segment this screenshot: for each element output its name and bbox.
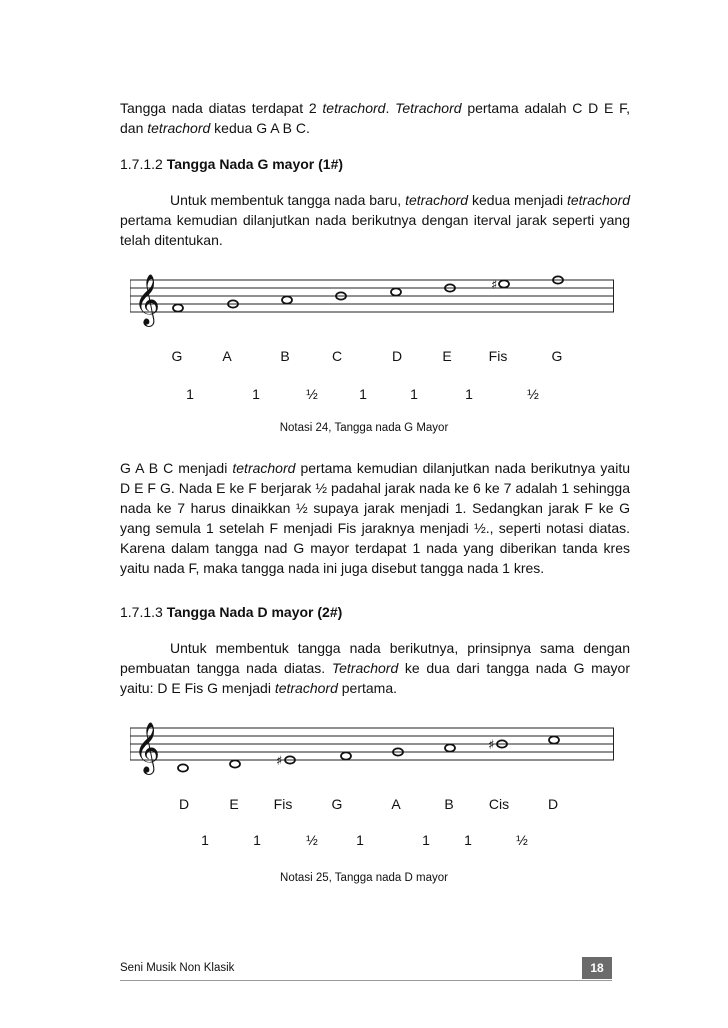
staff-d-major-scale bbox=[130, 718, 614, 808]
interval-label: 1 bbox=[252, 386, 260, 402]
paragraph-g-major-detail: G A B C menjadi tetrachord pertama kemudian dilanjutkan nada berikutnya yaitu D E F G. Nada E ke F berjarak ½ padahal jarak nada ke 6 ke 7 adalah 1 sehingga nada ke 7 harus dinaikkan ½ supaya jarak menjadi 1. Sedangkan jarak F ke G yang semula 1 setelah F menjadi Fis jaraknya menjadi ½., seperti notasi diatas. Karena dalam tangga nad G mayor terdapat 1 nada yang diberikan tanda kres yaitu nada F, maka tangga nada ini juga disebut tangga nada 1 kres. bbox=[120, 460, 630, 576]
note-label: C bbox=[331, 348, 343, 364]
footer-divider bbox=[120, 980, 612, 981]
note-d bbox=[391, 288, 401, 295]
sharp-icon: ♯ bbox=[491, 278, 498, 293]
note-b bbox=[445, 744, 455, 751]
note-label: D bbox=[178, 796, 190, 812]
intervals-g-major bbox=[0, 386, 728, 406]
interval-label: ½ bbox=[306, 386, 318, 402]
interval-label: ½ bbox=[527, 386, 539, 402]
note-label: Fis bbox=[488, 348, 508, 364]
interval-label: 1 bbox=[186, 386, 194, 402]
sharp-icon: ♯ bbox=[488, 738, 495, 753]
interval-label: 1 bbox=[465, 386, 473, 402]
paragraph-g-major-explanation: Untuk membentuk tangga nada baru, tetrachord kedua menjadi tetrachord pertama kemudian dilanjutkan nada berikutnya dengan iterval jarak seperti yang telah ditentukan. bbox=[120, 192, 631, 248]
note-label: Fis bbox=[273, 796, 293, 812]
note-label: Cis bbox=[488, 796, 510, 812]
treble-clef-icon: 𝄞 bbox=[134, 274, 161, 325]
note-g bbox=[173, 304, 183, 311]
note-label: A bbox=[222, 348, 232, 364]
interval-label: ½ bbox=[306, 832, 318, 848]
note-label: G bbox=[171, 348, 183, 364]
interval-label: ½ bbox=[516, 832, 528, 848]
note-label: B bbox=[444, 796, 454, 812]
section-heading-g-major: 1.7.1.2 Tangga Nada G mayor (1#) bbox=[120, 156, 344, 172]
interval-label: 1 bbox=[410, 386, 418, 402]
note-label: G bbox=[331, 796, 343, 812]
note-label: A bbox=[391, 796, 401, 812]
page-number: 18 bbox=[582, 957, 612, 979]
section-heading-d-major: 1.7.1.3 Tangga Nada D mayor (2#) bbox=[120, 604, 343, 620]
note-e bbox=[230, 760, 240, 767]
note-names-g-major bbox=[0, 348, 728, 368]
figure-caption-24: Notasi 24, Tangga nada G Mayor bbox=[279, 422, 449, 434]
note-label: D bbox=[391, 348, 403, 364]
note-label: B bbox=[280, 348, 290, 364]
note-fis bbox=[499, 280, 509, 287]
interval-label: 1 bbox=[359, 386, 367, 402]
interval-label: 1 bbox=[253, 832, 261, 848]
note-label: D bbox=[547, 796, 559, 812]
figure-caption-25: Notasi 25, Tangga nada D mayor bbox=[280, 872, 448, 884]
paragraph-tetrachord-intro: Tangga nada diatas terdapat 2 tetrachord. Tetrachord pertama adalah C D E F, dan tetrachord kedua G A B C. bbox=[120, 100, 630, 136]
note-label: E bbox=[442, 348, 452, 364]
treble-clef-icon: 𝄞 bbox=[134, 722, 161, 773]
note-b bbox=[282, 296, 292, 303]
note-names-d-major bbox=[0, 796, 728, 816]
staff-g-major-scale bbox=[130, 270, 614, 360]
paragraph-d-major-explanation: Untuk membentuk tangga nada berikutnya, prinsipnya sama dengan pembuatan tangga nada diatas. Tetrachord ke dua dari tangga nada G mayor yaitu: D E Fis G menjadi tetrachord pertama. bbox=[120, 640, 631, 696]
interval-label: 1 bbox=[201, 832, 209, 848]
note-label: E bbox=[229, 796, 239, 812]
interval-label: 1 bbox=[464, 832, 472, 848]
sharp-icon: ♯ bbox=[276, 754, 283, 769]
note-g bbox=[341, 752, 351, 759]
footer-book-title: Seni Musik Non Klasik bbox=[120, 962, 235, 974]
intervals-d-major bbox=[0, 832, 728, 852]
interval-label: 1 bbox=[422, 832, 430, 848]
note-d-high bbox=[549, 736, 559, 743]
note-d bbox=[178, 764, 188, 771]
note-label: G bbox=[551, 348, 563, 364]
interval-label: 1 bbox=[356, 832, 364, 848]
